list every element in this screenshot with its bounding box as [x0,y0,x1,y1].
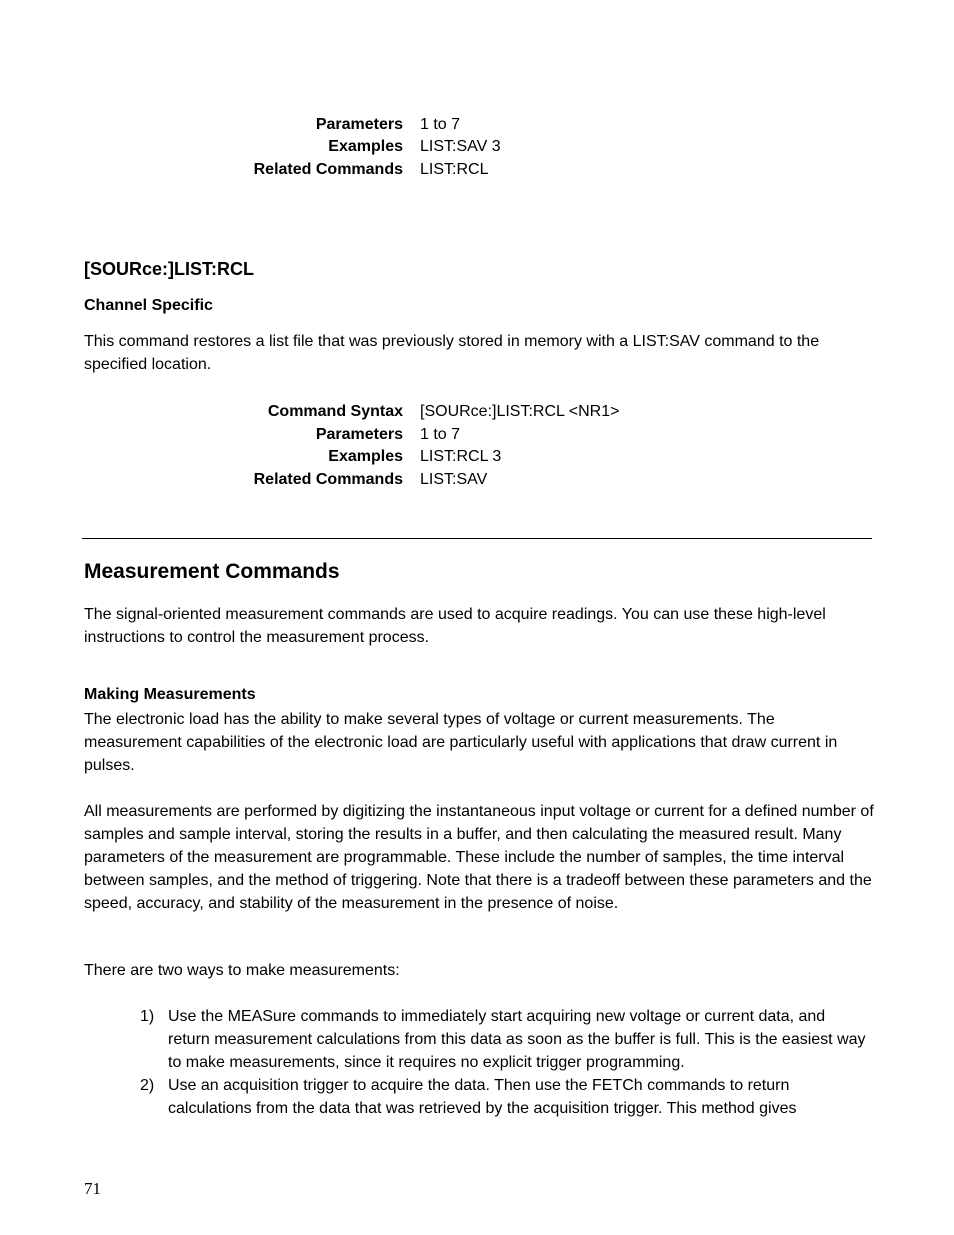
row-value: LIST:RCL [420,161,489,178]
list-text: Use the MEASure commands to immediately start acquiring new voltage or current data, and return measurement calculations from this data as soon as the buffer is full. This is the easiest way to make measurements, since it requires no explicit trigger programming. [168,1008,866,1071]
making-measurements-para-1: The electronic load has the ability to make several types of voltage or current measurements. The measurement capabilities of the electronic load are particularly useful with applications that draw current in pulses. [84,711,838,774]
row-value: LIST:RCL 3 [420,448,502,465]
list-number: 2) [140,1077,155,1094]
making-measurements-para-2: All measurements are performed by digitizing the instantaneous input voltage or current for a defined number of samples and sample interval, storing the results in a buffer, and then calculating the measured result. Many parameters of the measurement are programmable. These include the number of samples, the time interval between samples, and the method of triggering. Note that there is a tradeoff between these parameters and the speed, accuracy, and stability of the measurement in the presence of noise. [84,803,874,912]
channel-specific-label: Channel Specific [84,297,213,314]
row-key: Examples [328,138,403,155]
list-item [140,1005,870,1075]
table-row [0,423,954,446]
making-measurements-heading: Making Measurements [84,686,256,703]
section-divider [82,538,872,539]
row-value: LIST:SAV 3 [420,138,501,155]
row-key: Parameters [315,116,403,133]
table-row [0,158,954,181]
row-value: 1 to 7 [420,116,461,133]
row-value: [SOURce:]LIST:RCL <NR1> [420,403,620,420]
table-row [0,135,954,158]
section-intro: The signal-oriented measurement commands are used to acquire readings. You can use these high-level instructions to control the measurement process. [84,606,826,646]
row-key: Command Syntax [267,403,403,420]
ways-intro: There are two ways to make measurements: [84,962,400,979]
list-text: Use an acquisition trigger to acquire the data. Then use the FETCh commands to return calculations from the data that was retrieved by the acquisition trigger. This method gives [168,1077,797,1117]
command-description: This command restores a list file that was previously stored in memory with a LIST:SAV command to the specified location. [84,333,820,373]
table-row [0,445,954,468]
row-value: LIST:SAV [420,471,488,488]
row-key: Parameters [315,426,403,443]
table-row [0,113,954,136]
section-heading: Measurement Commands [84,560,340,583]
table-row [0,400,954,423]
table-row [0,468,954,491]
page-number: 71 [84,1179,101,1198]
list-number: 1) [140,1008,155,1025]
row-value: 1 to 7 [420,426,461,443]
list-item [140,1074,870,1122]
row-key: Related Commands [253,471,403,488]
row-key: Related Commands [253,161,403,178]
command-heading: [SOURce:]LIST:RCL [84,259,254,279]
row-key: Examples [328,448,403,465]
